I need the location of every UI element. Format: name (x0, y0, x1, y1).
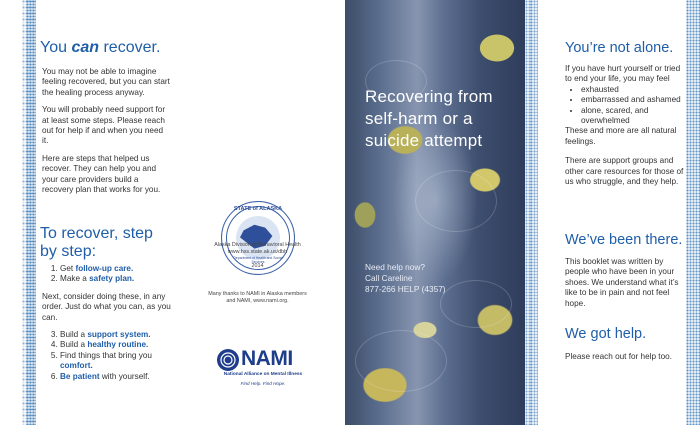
steps-section (42, 264, 177, 382)
paragraph: These and more are all natural feelings. (565, 126, 677, 146)
steps-list-a (42, 264, 177, 285)
heading-not-alone: You’re not alone. (565, 40, 674, 56)
year: 2014 (251, 263, 264, 269)
paragraph: You may not be able to imagine feeling recovered, but you can start the healing process anyway. (42, 67, 170, 97)
paragraph: Here are steps that helped us recover. They can help you and your care providers build a recovery plan that works for you. (42, 153, 161, 195)
center-dot-border-inner (530, 0, 538, 425)
helpline-block (365, 262, 446, 295)
list-item: 6. Be patient with yourself. (60, 372, 177, 382)
ripple (415, 170, 497, 232)
nami-tagline: Find Help. Find Hope. (240, 381, 286, 386)
list-item: • exhausted (581, 85, 687, 95)
division-name: Alaska Division of Behavioral Health (214, 242, 301, 248)
feelings-list (565, 85, 687, 127)
paragraph: Next, consider doing these, in any order. Just do what you can, as you can. (42, 291, 171, 322)
careline-label: Call Careline (365, 273, 413, 283)
cover-panel (345, 0, 525, 425)
paragraph: This booklet was written by people who have been in your shoes. We understand what it’s like to be in pain and not feel hope. (565, 257, 679, 308)
heading-you-can-recover: You can recover. (40, 39, 161, 56)
list-item: 3. Build a support system. (60, 330, 177, 340)
recover-intro (42, 67, 170, 195)
been-there-body (565, 257, 687, 309)
not-alone-body (565, 64, 687, 187)
left-dot-border-outer (22, 0, 36, 425)
heading-got-help: We got help. (565, 326, 647, 342)
careline-phone: 877-266 HELP (4357) (365, 284, 446, 294)
ripple (355, 330, 447, 392)
paragraph: You will probably need support for at least some steps. Please reach out for help if and when you need it. (42, 105, 166, 146)
heading-been-there: We’ve been there. (565, 232, 683, 248)
left-panel (40, 0, 210, 425)
list-item: 1. Get follow-up care. (60, 264, 177, 274)
nami-full-name: National Alliance on Mental Illness (223, 372, 303, 377)
cover-title: Recovering from self-harm or a suicide attempt (365, 87, 493, 150)
list-item: • alone, scared, and overwhelmed (581, 106, 687, 127)
list-item: • embarrassed and ashamed (581, 95, 687, 105)
paragraph: If you have hurt yourself or tried to end your life, you may feel (565, 64, 681, 84)
paragraph: Please reach out for help too. (565, 352, 672, 361)
seal-bottom-text: Department of Health and Social Services (233, 256, 283, 264)
thanks-note: Many thanks to NAMI in Alaska members and NAMI, www.nami.org. (208, 291, 307, 304)
heading-step-by-step: To recover, step by step: (40, 225, 153, 260)
nami-mark-icon (217, 349, 239, 371)
division-url: www.hss.state.ak.us/dbh (227, 249, 288, 255)
nami-wordmark: NAMI (241, 347, 293, 370)
list-item: 4. Build a healthy routine. (60, 340, 177, 350)
right-panel (556, 0, 684, 425)
list-item: 5. Find things that bring you comfort. (60, 351, 177, 372)
help-question: Need help now? (365, 262, 425, 272)
steps-list-b (42, 330, 177, 382)
list-item: 2. Make a safety plan. (60, 274, 177, 284)
seal-top-text: STATE of ALASKA (233, 206, 283, 212)
got-help-body (565, 352, 687, 362)
ripple (440, 280, 512, 328)
paragraph: There are support groups and other care resources for those of us who struggle, and they help. (565, 156, 684, 187)
right-dot-border (686, 0, 700, 425)
